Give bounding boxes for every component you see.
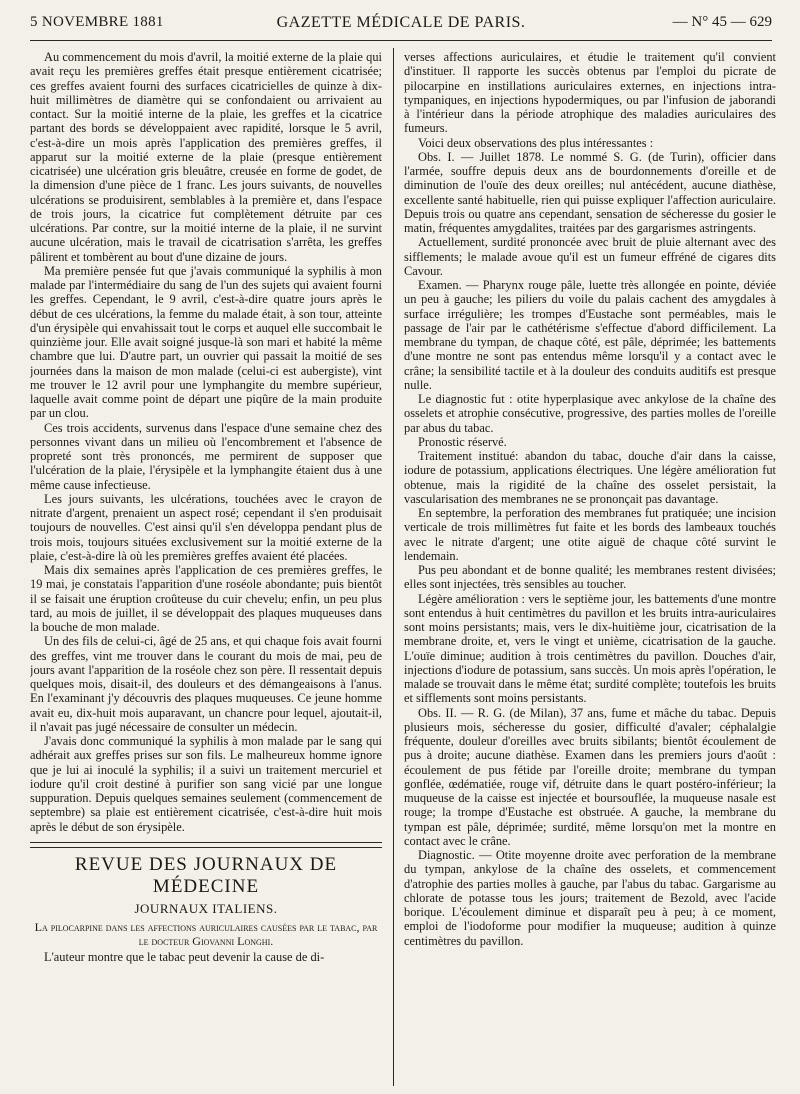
- column-divider: [393, 48, 394, 1086]
- right-column: [404, 50, 776, 1086]
- section-title: REVUE DES JOURNAUX DE MÉDECINE: [74, 853, 338, 897]
- paragraph: Diagnostic. — Otite moyenne droite avec perforation de la membrane du tympan, ankylose de la chaîne des osselets, et commencement d'atrophie des parties molles à gauche, par l'abus du tabac. Gargarisme au chlorate de potasse tous les jours; traitement de Bezold, avec l'acide borique. L'écoulement diminue et disparaît peu à peu; à ce moment, emploi de l'iodoforme pour modifier la muqueuse; audition à quinze centimètres du pavillon.: [404, 848, 776, 948]
- paragraph: J'avais donc communiqué la syphilis à mon malade par le sang qui adhérait aux greffes prises sur son fils. Le malheureux homme ignore que je lui ai inoculé la syphilis; il a suivi un traitement mercuriel et iodure qu'il croit destiné à purifier son sang vicié par une longue suppuration. Depuis quelques semaines seulement (commencement de septembre) sa plaie est entièrement cicatrisée, c'est-à-dire huit mois après le début de son érysipèle.: [30, 734, 382, 834]
- paragraph: Légère amélioration : vers le septième jour, les battements d'une montre sont entendus à huit centimètres du pavillon et les bruits intra-auriculaires sont moins persistants; mais, vers le dix-huitième jour, cicatrisation de la membrane droite, et, vers le vingt et unième, cicatrisation de la gauche. L'ouïe diminue; audition à trois centimètres du pavillon. Douches d'air, injections d'iodure de potassium, sans succès. Un mois après l'opération, le malade se trouvait dans le même état; surdité complète; toutefois les bruits et sifflements sont moins persistants.: [404, 591, 776, 706]
- paragraph: Actuellement, surdité prononcée avec bruit de pluie alternant avec des sifflements; le malade avoue qu'il est un fumeur effréné de cigares dits Cavour.: [404, 235, 776, 278]
- paragraph: Le diagnostic fut : otite hyperplasique avec ankylose de la chaîne des osselets et atrophie consécutive, progressive, des parties molles de l'oreille par abus du tabac.: [404, 392, 776, 435]
- paragraph: Obs. I. — Juillet 1878. Le nommé S. G. (de Turin), officier dans l'armée, souffre depuis deux ans de bourdonnements d'oreille et de diminution de l'ouïe des deux oreilles; nul antécédent, aucune diathèse, excellente santé habituelle, rien qui puisse expliquer l'affection auriculaire. Depuis trois ou quatre ans cependant, sensation de sécheresse du gosier le matin, fréquentes amygdalites, traitées par des gargarismes astringents.: [404, 149, 776, 235]
- left-column: [30, 50, 382, 1086]
- paragraph: Examen. — Pharynx rouge pâle, luette très allongée en pointe, déviée un peu à gauche; les piliers du voile du palais cachent des amygdales à surface irrégulière; les trompes d'Eustache sont perméables, mais le passage de l'air par le cathétérisme s'effectue d'abord difficilement. La membrane du tympan, de chaque côté, est pâle, déprimée; les battements d'une montre ne sont pas entendus même lorsqu'il y a contact avec le crâne; la sensibilité tactile et à la douleur des conduits auditifs est presque nulle.: [404, 278, 776, 392]
- paragraph: Au commencement du mois d'avril, la moitié externe de la plaie qui avait reçu les premières greffes était presque entièrement cicatrisée; ces greffes avaient fourni des surfaces cicatricielles de quinze à dix-huit millimètres de diamètre qui se confondaient ou arrivaient au contact. Sur la moitié interne de la plaie, les greffes et la cicatrice partant des bords se développaient avec rapidité, lorsque le 5 avril, c'est-à-dire un mois après l'application des premières greffes, il apparut sur la moitié externe de la plaie (presque entièrement cicatrisée) une ulcération gris bleuâtre, creusée en forme de godet, de la dimension d'une pièce de 1 franc. Les jours suivants, de nouvelles ulcérations se produisirent, semblables à la première et, dans l'espace de trois jours, la cicatrice fut complètement détruite par ces ulcérations. Par contre, sur la moitié interne de la plaie, il ne survint aucune ulcération, mais le travail de cicatrisation s'arrêta, les greffes pâlirent et tombèrent au bout d'une dizaine de jours.: [30, 50, 382, 264]
- paragraph: Ces trois accidents, survenus dans l'espace d'une semaine chez des personnes vivant dans un milieu où l'encombrement et l'absence de propreté sont très prononcés, me permirent de supposer que l'ulcération de la plaie, l'érysipèle et la lymphangite étaient dus à une même cause infectieuse.: [30, 420, 382, 492]
- paragraph: Ma première pensée fut que j'avais communiqué la syphilis à mon malade par l'intermédiaire du sang de l'un des sujets qui avaient fourni les greffes. Cependant, le 9 avril, c'est-à-dire quatre jours après le début de ces ulcérations, la femme du malade était, à son tour, atteinte d'un érysipèle qui envahissait tout le corps et auquel elle succombait le quinzième jour. Elle avait soigné jusque-là son mari et habité la même chambre que lui. D'autre part, un ouvrier qui passait la moitié de ses journées dans la maison de mon malade (celui-ci est aubergiste), vint me trouver le 12 avril pour une lymphangite du membre supérieur, laquelle avait comme point de départ une piqûre de la main produite par un clou.: [30, 263, 382, 421]
- paragraph: Un des fils de celui-ci, âgé de 25 ans, et qui chaque fois avait fourni des greffes, vint me trouver dans le courant du mois de mai, peu de jours avant l'apparition de la roséole chez son père. Il ressentait depuis quelques mois, disait-il, des douleurs et des démangeaisons à l'anus. En l'examinant j'y découvris des plaques muqueuses. Ce jeune homme avait eu, dix-huit mois auparavant, un chancre pour lequel, ajoutait-il, il n'avait pas jugé nécessaire de consulter un médecin.: [30, 634, 382, 734]
- paragraph: Mais dix semaines après l'application de ces premières greffes, le 19 mai, je constatais l'apparition d'une roséole abondante; puis bientôt il se faisait une éruption croûteuse du cuir chevelu; enfin, un peu plus tard, au mois de juillet, il se développait des plaques muqueuses dans la bouche de mon malade.: [30, 563, 382, 634]
- section-subtitle: JOURNAUX ITALIENS.: [134, 900, 278, 916]
- paragraph: Pronostic réservé.: [418, 434, 507, 449]
- article-title: La pilocarpine dans les affections auriculaires causées par le tabac, par le docteur Giovanni Longhi.: [34, 919, 378, 948]
- issue-date: 5 NOVEMBRE 1881: [30, 14, 164, 30]
- paragraph: Obs. II. — R. G. (de Milan), 37 ans, fume et mâche du tabac. Depuis plusieurs mois, sécheresse du gosier, difficulté d'avaler; céphalalgie fréquente, douleur d'oreilles avec bruits sibilants; bientôt écoulement de pus à droite; aucune diathèse. Examen dans les premiers jours d'août : écoulement de pus fétide par l'oreille droite; membrane du tympan gonflée, œdématiée, rouge vif, détruite dans le quart postéro-inférieur; la muqueuse de la caisse est injectée et boursouflée, la muqueuse nasale est rouge; la trompe d'Eustache est obstruée. A gauche, la membrane du tympan est pâle, déprimée; surdité, même lorsqu'on met la montre en contact avec le crâne.: [404, 705, 776, 848]
- paragraph: Pus peu abondant et de bonne qualité; les membranes restent divisées; elles sont injectées, très sensibles au toucher.: [404, 563, 776, 592]
- issue-page-number: — N° 45 — 629: [672, 14, 772, 30]
- page-header: [30, 10, 772, 41]
- paragraph: Traitement institué: abandon du tabac, douche d'air dans la caisse, iodure de potassium, applications électriques. Une légère amélioration fut obtenue, mais la rigidité de la chaîne des osselet persistait, la vascularisation des membranes ne se prononçait pas davantage.: [404, 449, 776, 506]
- paragraph: En septembre, la perforation des membranes fut pratiquée; une incision verticale de trois millimètres fut faite et les bords des lambeaux touchés avec le nitrate d'argent; une otite aiguë de chaque côté survint le lendemain.: [404, 506, 776, 563]
- paragraph: Les jours suivants, les ulcérations, touchées avec le crayon de nitrate d'argent, prenaient un aspect rosé; cependant il s'en produisait toujours de nouvelles. C'est ainsi qu'il s'en développa pendant plus de trois mois, toujours situées exclusivement sur la moitié externe de la plaie, c'est-à-dire là où les premières greffes avaient été placées.: [30, 491, 382, 563]
- journal-title: GAZETTE MÉDICALE DE PARIS.: [276, 14, 526, 31]
- section-divider: [30, 842, 382, 848]
- paragraph: verses affections auriculaires, et étudie le traitement qu'il convient d'instituer. Il rapporte les succès obtenus par l'emploi du picrate de pilocarpine en instillations auriculaires externes, en injections intra-tympaniques, en injections hypodermiques, ou par l'infusion de jaborandi à l'intérieur dans la période atrophique des maladies auriculaires des fumeurs.: [404, 50, 776, 136]
- paragraph: L'auteur montre que le tabac peut devenir la cause de di-: [44, 950, 325, 965]
- paragraph: Voici deux observations des plus intéressantes :: [418, 135, 654, 150]
